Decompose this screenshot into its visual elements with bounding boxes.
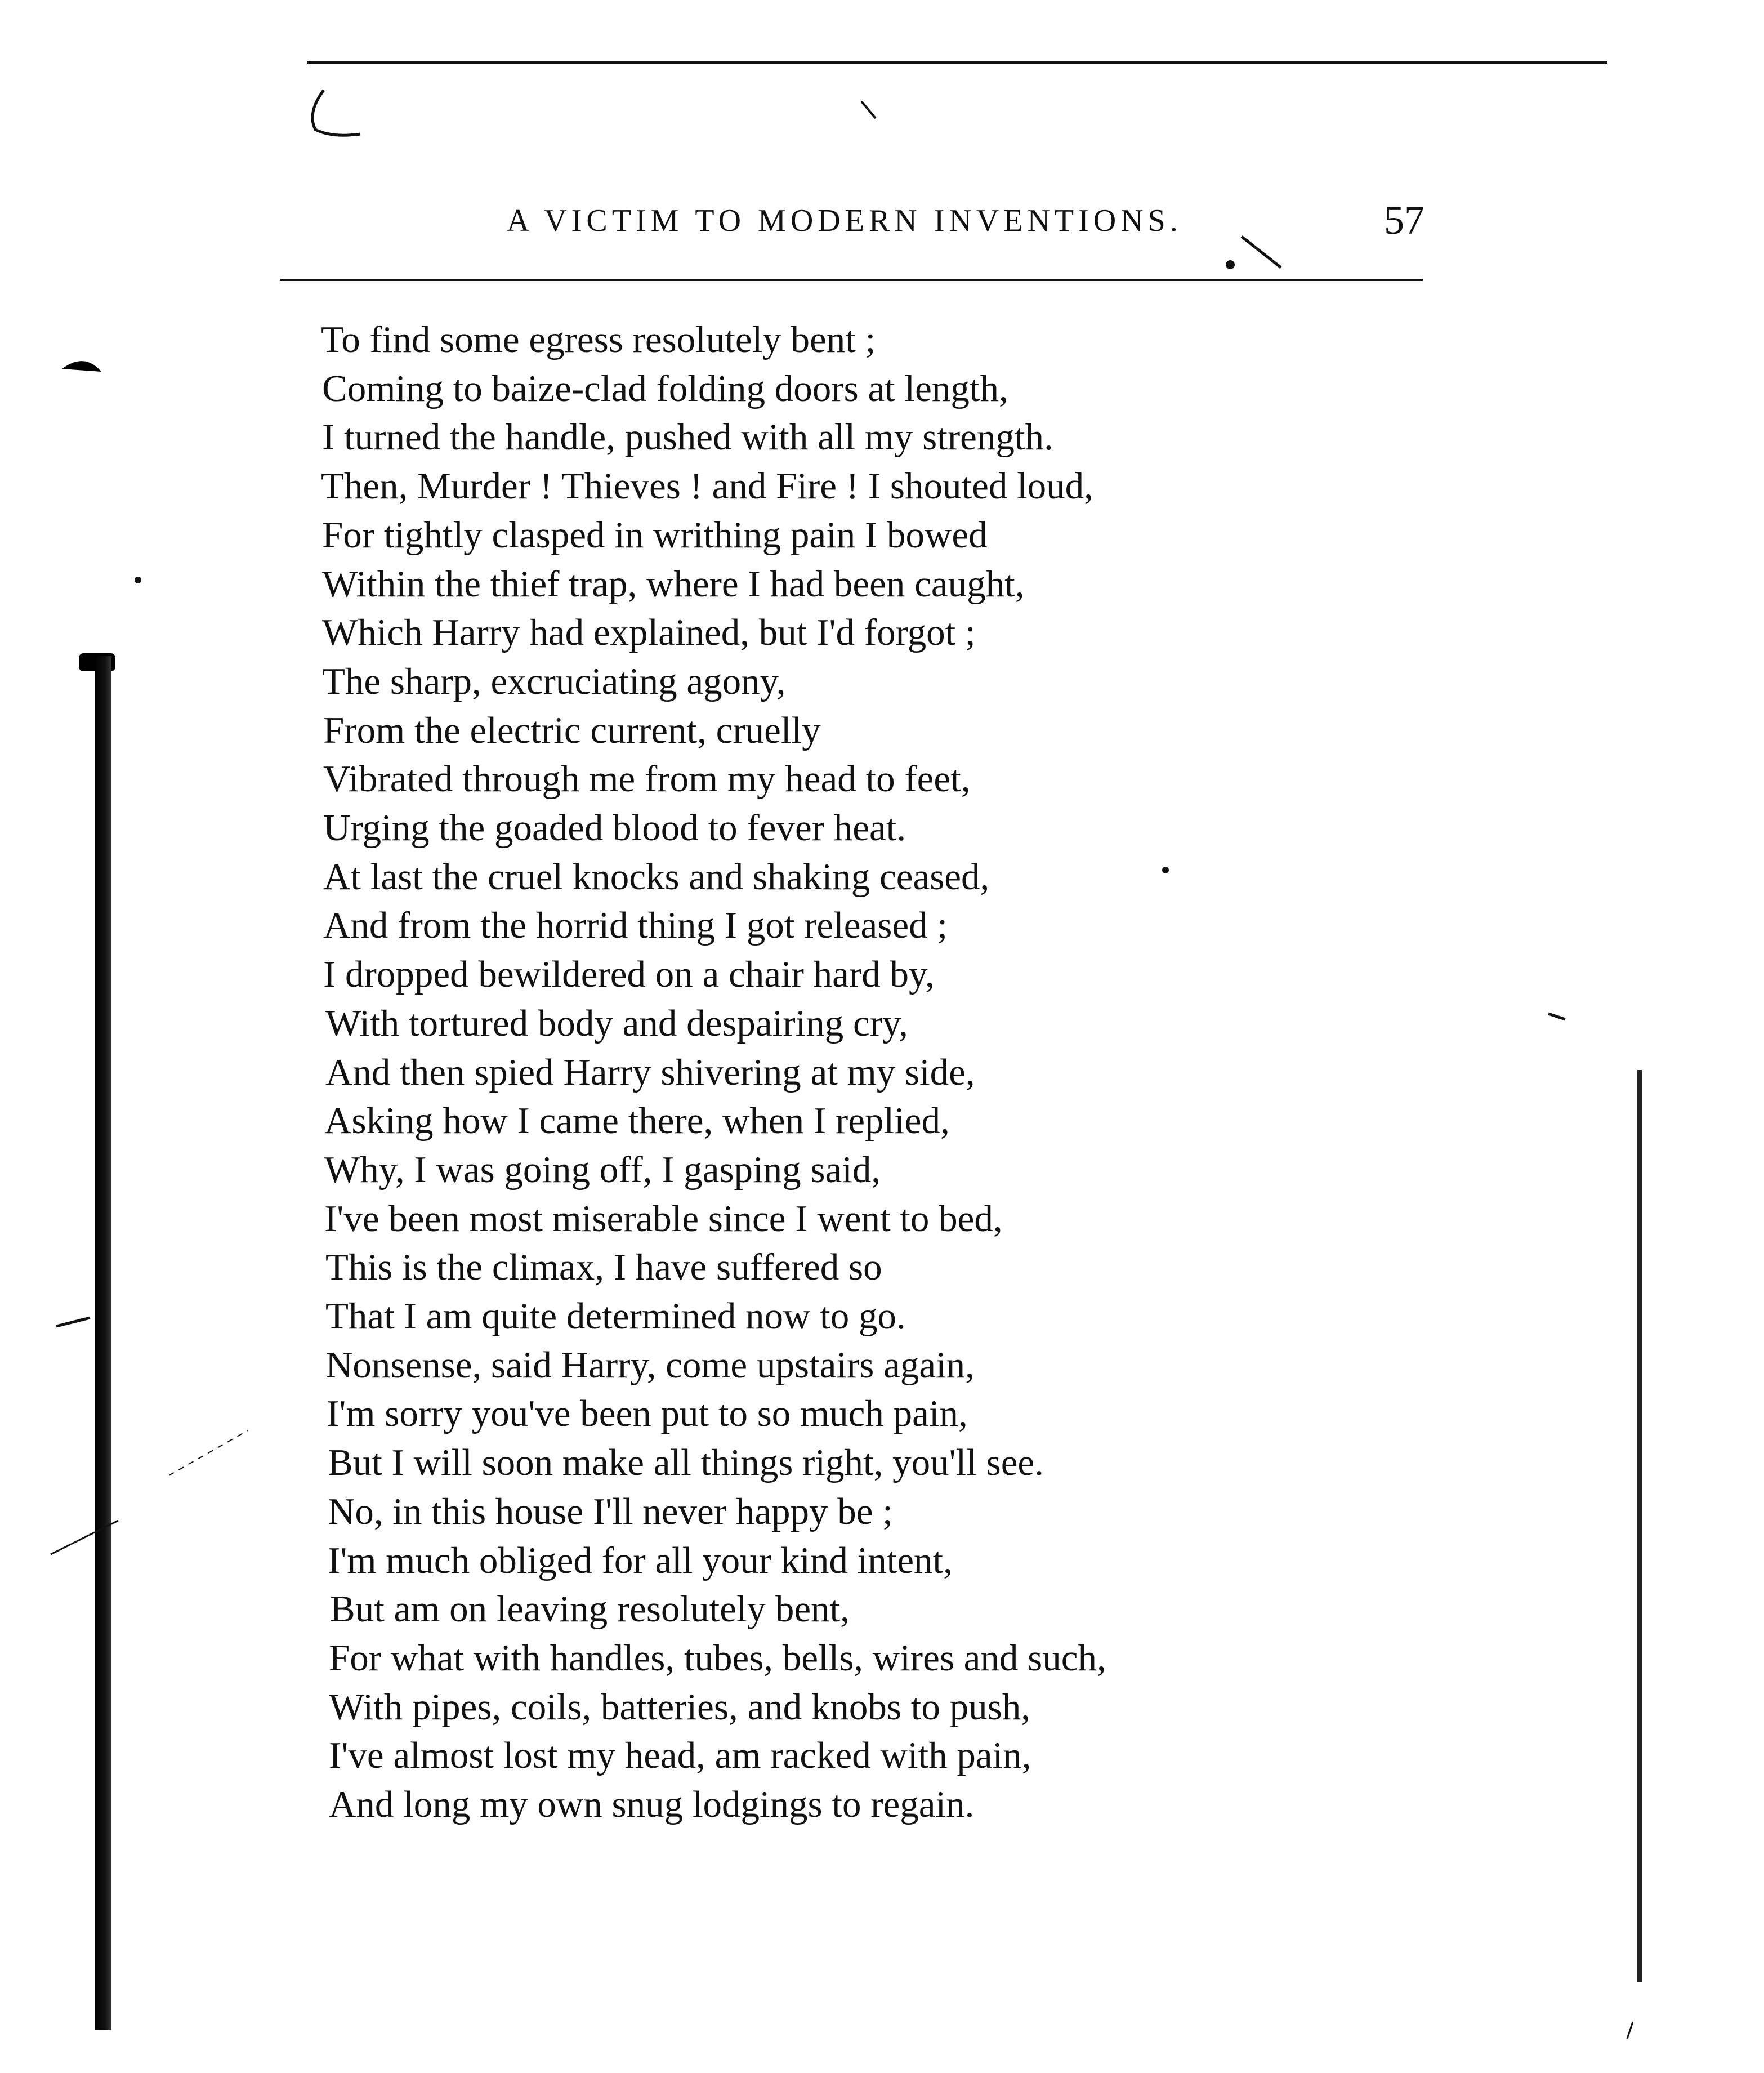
page-number: 57 (1384, 198, 1424, 243)
poem-line: With tortured body and despairing cry, (325, 1002, 908, 1044)
poem-line: I've been most miserable since I went to bed, (324, 1198, 1003, 1240)
poem-line: I'm sorry you've been put to so much pain, (327, 1393, 968, 1434)
poem-line: Why, I was going off, I gasping said, (324, 1149, 881, 1191)
poem-line: For tightly clasped in writhing pain I bowed (322, 514, 988, 556)
poem-line: I'm much obliged for all your kind intent, (328, 1540, 953, 1581)
poem-line: To find some egress resolutely bent ; (321, 319, 876, 360)
poem-line: Which Harry had explained, but I'd forgot ; (322, 612, 976, 653)
poem-line: But I will soon make all things right, you'll see. (328, 1442, 1044, 1483)
poem-line: Nonsense, said Harry, come upstairs again, (325, 1344, 975, 1386)
poem-line: And from the horrid thing I got released ; (323, 904, 948, 946)
poem-line: Then, Murder ! Thieves ! and Fire ! I shouted loud, (321, 465, 1093, 507)
running-title: A VICTIM TO MODERN INVENTIONS. (507, 203, 1182, 238)
poem-line: Within the thief trap, where I had been caught, (322, 563, 1025, 605)
poem-line: And long my own snug lodgings to regain. (329, 1784, 975, 1825)
poem-line: I've almost lost my head, am racked with pain, (329, 1735, 1031, 1776)
poem-line: I turned the handle, pushed with all my strength. (322, 416, 1053, 458)
poem-line: But am on leaving resolutely bent, (330, 1588, 850, 1630)
poem-line: For what with handles, tubes, bells, wires and such, (329, 1637, 1106, 1679)
poem-line: I dropped bewildered on a chair hard by, (323, 953, 935, 995)
poem-line: And then spied Harry shivering at my side, (325, 1051, 975, 1093)
poem-line: Asking how I came there, when I replied, (324, 1100, 950, 1142)
poem-line: That I am quite determined now to go. (325, 1295, 906, 1337)
poem-line: At last the cruel knocks and shaking ceased, (323, 856, 990, 898)
poem-line: With pipes, coils, batteries, and knobs to push, (329, 1686, 1030, 1728)
poem-line: Coming to baize-clad folding doors at length, (322, 368, 1008, 409)
poem-line: The sharp, excruciating agony, (322, 661, 786, 702)
poem-line: Urging the goaded blood to fever heat. (323, 807, 906, 849)
poem-line: From the electric current, cruelly (323, 710, 821, 751)
poem-line: No, in this house I'll never happy be ; (328, 1491, 893, 1532)
poem-line: This is the climax, I have suffered so (325, 1246, 882, 1288)
poem-line: Vibrated through me from my head to feet, (323, 758, 971, 800)
